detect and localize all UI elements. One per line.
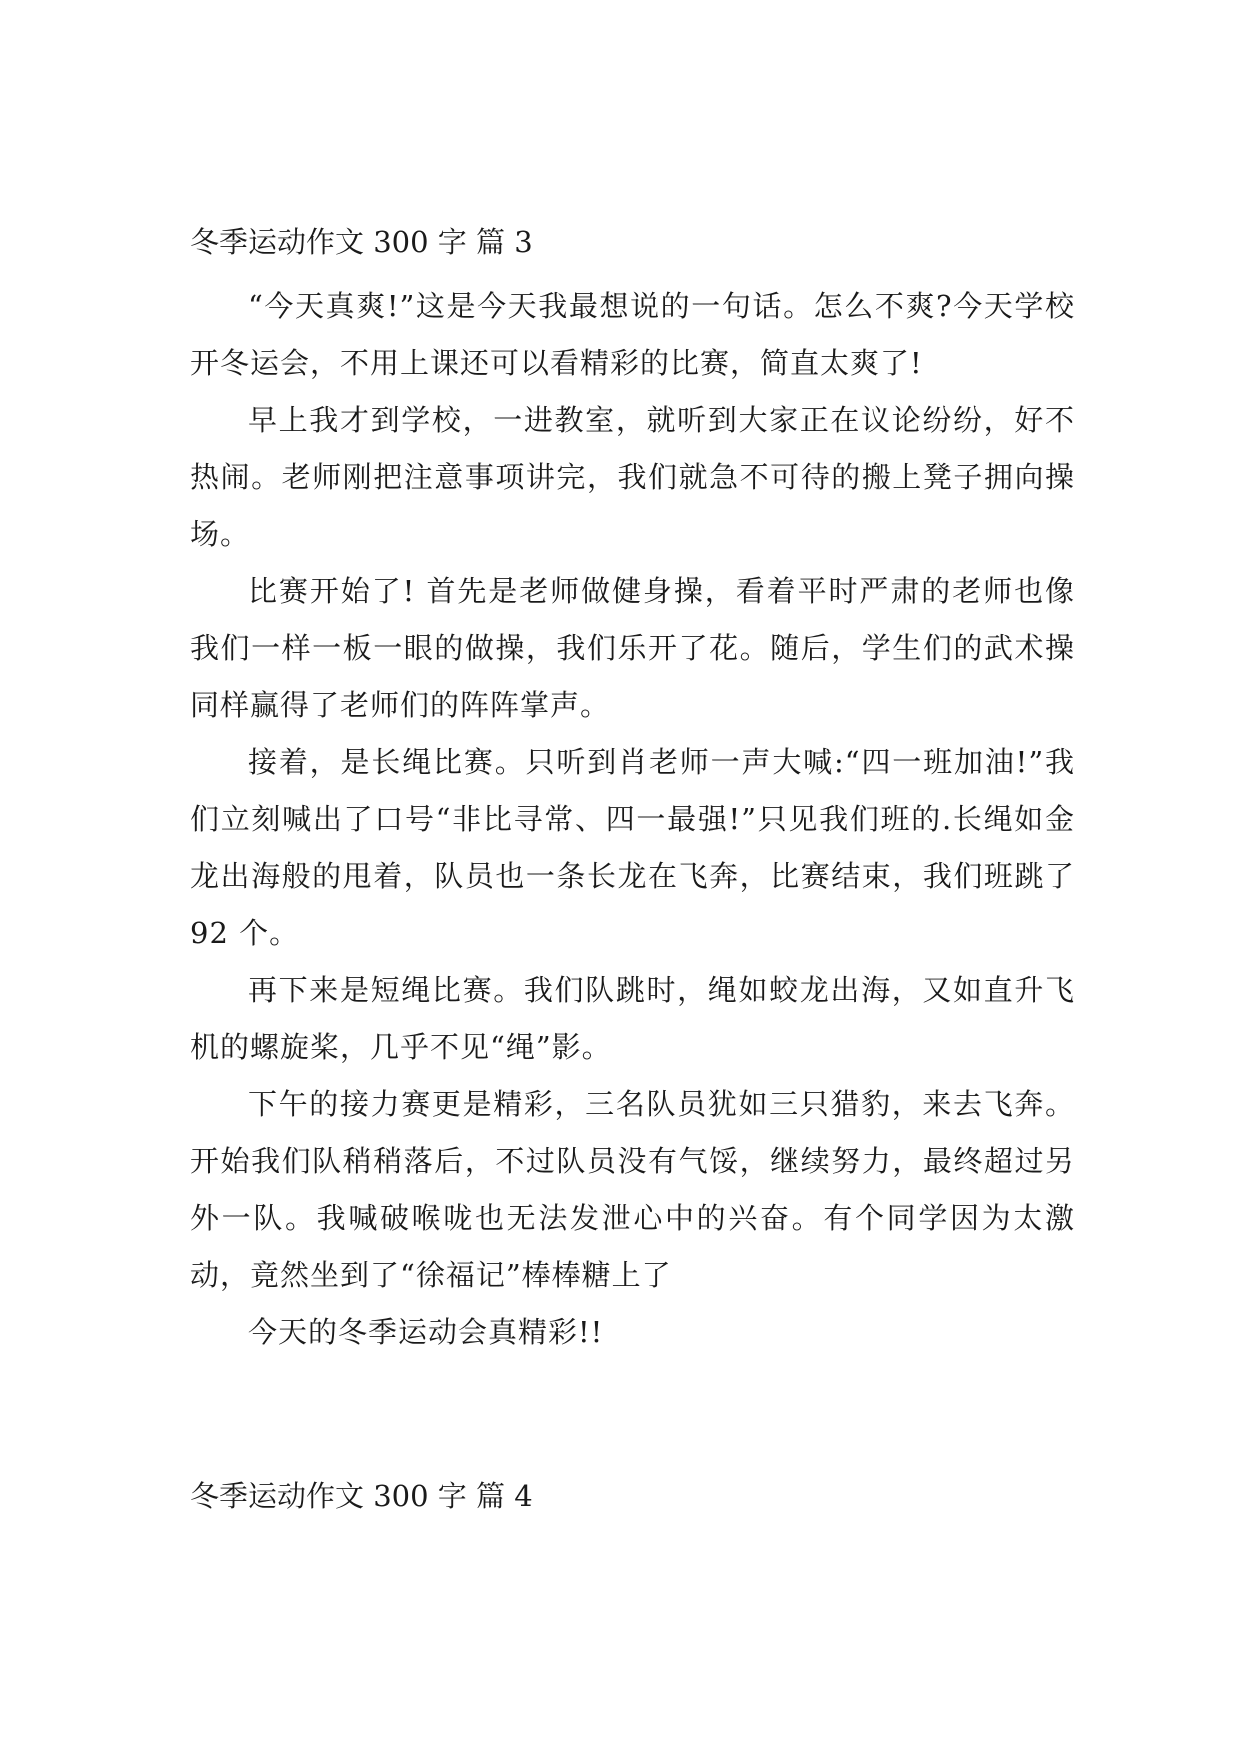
paragraph: 接着，是长绳比赛。只听到肖老师一声大喊:“四一班加油!”我们立刻喊出了口号“非比寻常、四一最强!”只见我们班的.长绳如金龙出海般的甩着，队员也一条长龙在飞奔，比赛结束，我们班跳了 92 个。: [190, 745, 1075, 950]
paragraph: 早上我才到学校，一进教室，就听到大家正在议论纷纷，好不热闹。老师刚把注意事项讲完，我们就急不可待的搬上凳子拥向操场。: [190, 403, 1075, 551]
paragraph: 今天的冬季运动会真精彩!!: [248, 1315, 604, 1349]
section-heading: 冬季运动作文 300 字 篇 4: [190, 1479, 533, 1513]
paragraph: 再下来是短绳比赛。我们队跳时，绳如蛟龙出海，又如直升飞机的螺旋桨，几乎不见“绳”影。: [190, 973, 1075, 1064]
paragraph: 下午的接力赛更是精彩，三名队员犹如三只猎豹，来去飞奔。开始我们队稍稍落后，不过队员没有气馁，继续努力，最终超过另外一队。我喊破喉咙也无法发泄心中的兴奋。有个同学因为太激动，竟然坐到了“徐福记”棒棒糖上了: [190, 1087, 1075, 1292]
section-body: [190, 278, 1075, 1361]
section-heading: 冬季运动作文 300 字 篇 3: [190, 225, 533, 259]
paragraph: 比赛开始了! 首先是老师做健身操，看着平时严肃的老师也像我们一样一板一眼的做操，我们乐开了花。随后，学生们的武术操同样赢得了老师们的阵阵掌声。: [190, 574, 1075, 722]
paragraph: “今天真爽!”这是今天我最想说的一句话。怎么不爽?今天学校开冬运会，不用上课还可以看精彩的比赛，简直太爽了!: [190, 289, 1075, 380]
